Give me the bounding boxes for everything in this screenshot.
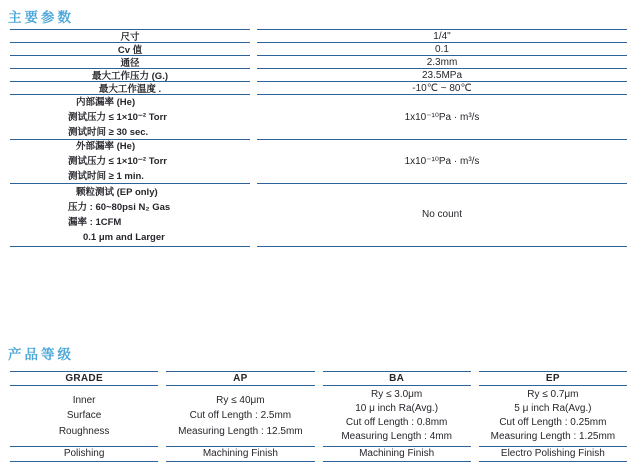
param-label-cv: Cv 值 bbox=[117, 45, 143, 57]
column-header bbox=[10, 372, 158, 386]
param-group-line: 测试压力 ≤ 1×10⁻² Torr bbox=[68, 156, 168, 168]
body-line: Cut off Length : 0.8mm bbox=[345, 416, 448, 428]
main-parameters-table bbox=[10, 29, 627, 247]
table-row bbox=[10, 95, 250, 139]
param-group-internal-leak: 内部漏率 (He) bbox=[76, 96, 136, 108]
param-group-line: 漏率 : 1CFM bbox=[68, 216, 122, 228]
column-header bbox=[323, 372, 471, 386]
param-value-external-leak: 1x10⁻¹⁰Pa · m³/s bbox=[404, 156, 480, 168]
body-line: Cut off Length : 0.25mm bbox=[499, 416, 607, 428]
param-group-line: 压力 : 60~80psi N₂ Gas bbox=[68, 201, 171, 213]
param-value-max-pressure: 23.5MPa bbox=[421, 69, 463, 81]
footer-label: Polishing bbox=[63, 448, 105, 459]
ba-column bbox=[323, 371, 471, 462]
header-label-ap: AP bbox=[233, 373, 248, 384]
table-row bbox=[10, 43, 250, 56]
footer-label: Electro Polishing Finish bbox=[500, 448, 605, 459]
table-row bbox=[10, 69, 250, 82]
table-row bbox=[10, 140, 250, 184]
param-value-internal-leak: 1x10⁻¹⁰Pa · m³/s bbox=[404, 111, 480, 123]
param-value-bore: 2.3mm bbox=[426, 56, 458, 68]
table-row bbox=[257, 82, 627, 95]
column-footer bbox=[323, 447, 471, 462]
footer-label: Machining Finish bbox=[359, 448, 435, 459]
section-title-product-grade: 产品等级 bbox=[8, 347, 74, 362]
body-line: Measuring Length : 4mm bbox=[341, 430, 452, 442]
table-row bbox=[257, 184, 627, 246]
column-body bbox=[10, 386, 158, 447]
column-header bbox=[479, 372, 627, 386]
param-group-line: 测试时间 ≥ 30 sec. bbox=[68, 126, 149, 138]
table-row bbox=[10, 56, 250, 69]
body-line: Measuring Length : 12.5mm bbox=[178, 425, 303, 437]
param-group-particle-test: 颗粒测试 (EP only) bbox=[76, 186, 158, 198]
column-footer bbox=[166, 447, 314, 462]
body-line: Ry ≤ 3.0μm bbox=[370, 389, 423, 401]
ap-column bbox=[166, 371, 314, 462]
param-value-max-temperature: -10℃ ~ 80℃ bbox=[412, 82, 472, 94]
column-footer bbox=[479, 447, 627, 462]
param-group-line: 测试时间 ≥ 1 min. bbox=[68, 171, 144, 183]
param-group-external-leak: 外部漏率 (He) bbox=[76, 140, 136, 152]
param-value-cv: 0.1 bbox=[435, 43, 449, 55]
body-line: Ry ≤ 40μm bbox=[216, 394, 265, 406]
param-value-size: 1/4" bbox=[433, 30, 451, 42]
table-row bbox=[10, 184, 250, 246]
column-body bbox=[479, 386, 627, 447]
column-header bbox=[166, 372, 314, 386]
column-body bbox=[166, 386, 314, 447]
table-row bbox=[257, 56, 627, 69]
header-label-grade: GRADE bbox=[65, 373, 103, 384]
param-label-bore: 通径 bbox=[120, 58, 140, 70]
body-line: Inner bbox=[72, 394, 96, 406]
param-group-line: 0.1 μm and Larger bbox=[83, 232, 165, 244]
param-label-max-temperature: 最大工作温度 . bbox=[98, 84, 162, 96]
param-group-line: 测试压力 ≤ 1×10⁻² Torr bbox=[68, 111, 168, 123]
body-line: Surface bbox=[66, 410, 102, 421]
parameters-label-column bbox=[10, 29, 250, 247]
table-row bbox=[257, 95, 627, 139]
body-line: Measuring Length : 1.25mm bbox=[490, 430, 616, 442]
table-row bbox=[257, 30, 627, 43]
body-line: Cut off Length : 2.5mm bbox=[189, 410, 292, 421]
body-line: 10 μ inch Ra(Avg.) bbox=[355, 402, 439, 414]
table-row bbox=[257, 43, 627, 56]
table-row bbox=[257, 140, 627, 184]
table-row bbox=[257, 69, 627, 82]
param-value-particle-test: No count bbox=[421, 209, 463, 221]
product-grade-table bbox=[10, 371, 627, 462]
column-footer bbox=[10, 447, 158, 462]
parameters-value-column bbox=[257, 29, 627, 247]
column-body bbox=[323, 386, 471, 447]
table-row bbox=[10, 30, 250, 43]
section-title-main-parameters: 主要参数 bbox=[8, 10, 74, 25]
body-line: 5 μ inch Ra(Avg.) bbox=[514, 402, 592, 414]
footer-label: Machining Finish bbox=[202, 448, 278, 459]
table-row bbox=[10, 82, 250, 95]
ep-column bbox=[479, 371, 627, 462]
header-label-ep: EP bbox=[545, 373, 560, 384]
param-label-size: 尺寸 bbox=[120, 32, 140, 44]
header-label-ba: BA bbox=[389, 373, 405, 384]
param-label-max-pressure: 最大工作压力 (G.) bbox=[92, 71, 168, 83]
body-line: Ry ≤ 0.7μm bbox=[527, 389, 579, 401]
grade-column bbox=[10, 371, 158, 462]
body-line: Roughness bbox=[58, 425, 110, 437]
